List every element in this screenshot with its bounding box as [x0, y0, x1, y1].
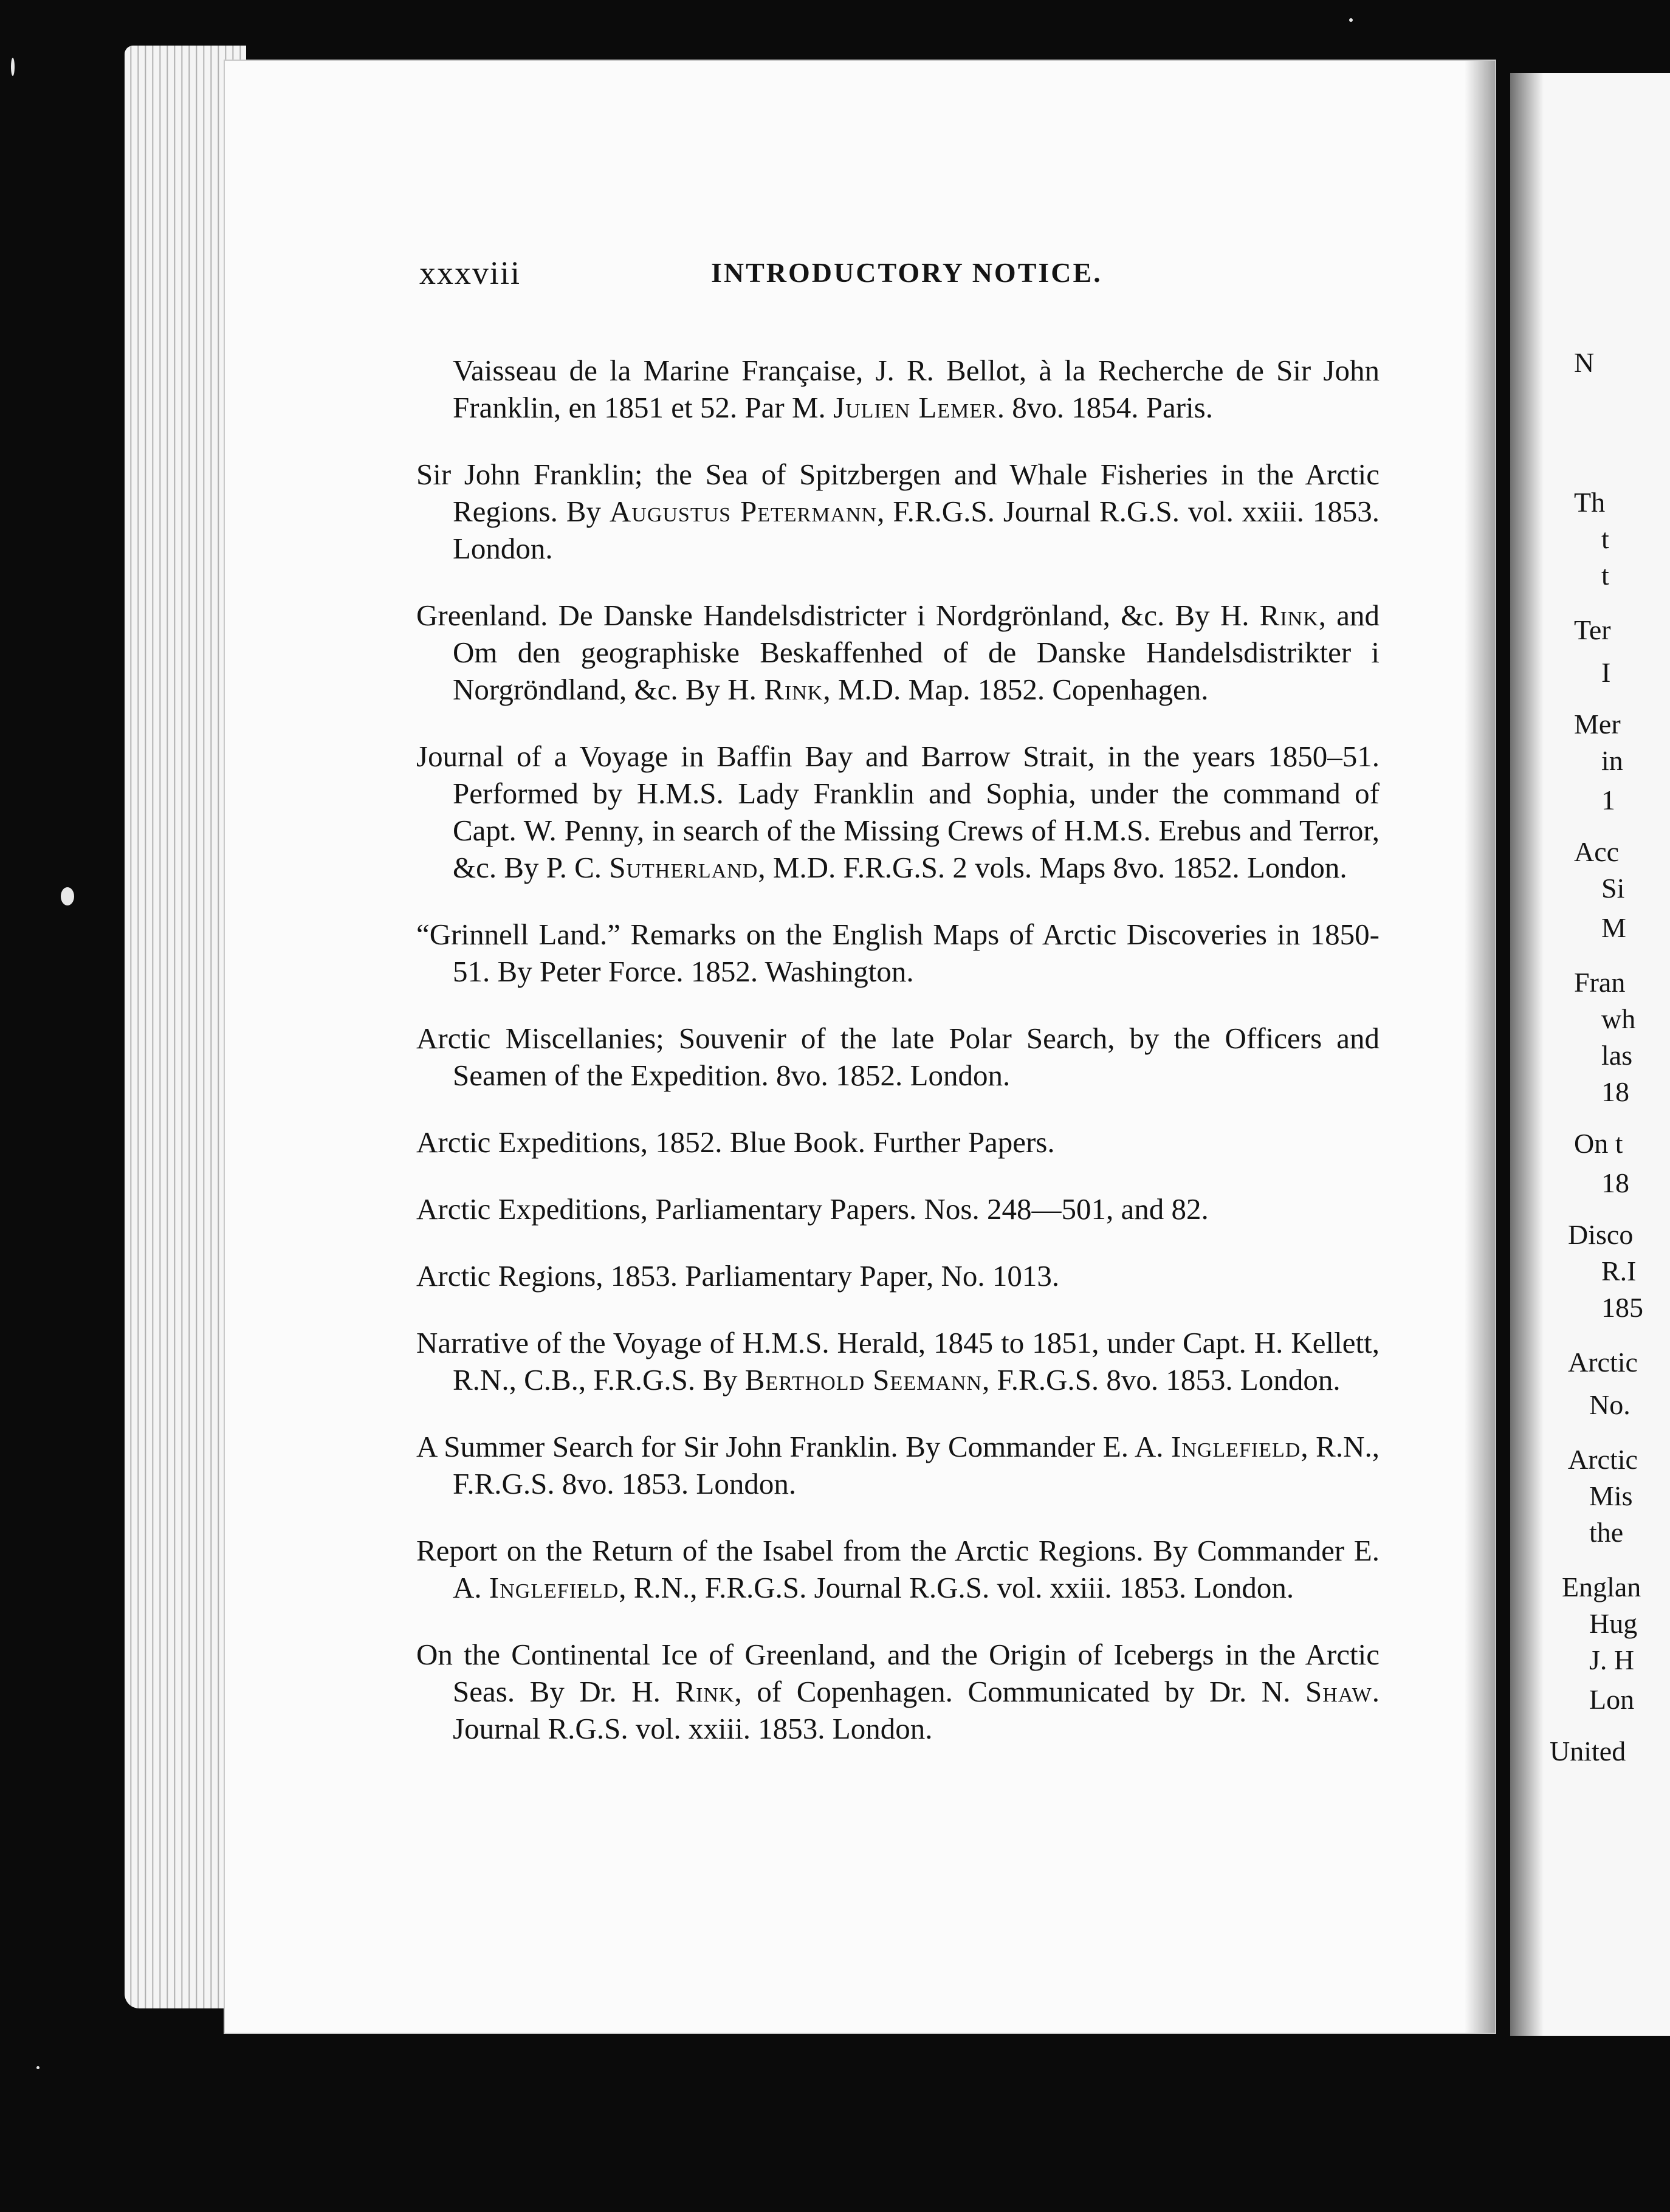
entry-text: Arctic Miscellanies; Souvenir of the late Polar Search, by the Officers and Seamen of the Expedition. 8vo. 1852. London. [416, 1022, 1380, 1092]
facing-page-fragment: wh [1601, 1003, 1636, 1034]
facing-page-fragment: Th [1574, 487, 1606, 518]
facing-page-fragment: Arctic [1568, 1444, 1638, 1475]
facing-page-fragment: No. [1589, 1389, 1630, 1420]
entry-text: , F.R.G.S. 8vo. 1853. London. [981, 1363, 1341, 1396]
entry-text: , R.N., F.R.G.S. 8vo. 1853. London. [453, 1430, 1380, 1500]
facing-page-fragment: t [1601, 560, 1609, 591]
author-name: Rink [764, 673, 823, 706]
facing-page-fragment: 185 [1601, 1292, 1643, 1323]
facing-page-gutter-shadow [1510, 73, 1544, 2036]
facing-page-fragment: Mer [1574, 709, 1621, 740]
bibliography-entry [416, 1324, 1380, 1398]
entry-text: “Grinnell Land.” Remarks on the English Maps of Arctic Discoveries in 1850-51. By Peter Force. 1852. Washington. [416, 918, 1380, 988]
bibliography-entry [416, 1257, 1380, 1294]
facing-page-fragment: R.I [1601, 1255, 1637, 1286]
entry-text: , M.D. F.R.G.S. 2 vols. Maps 8vo. 1852. London. [758, 851, 1347, 884]
facing-page-fragment: 1 [1601, 785, 1615, 816]
facing-page-fragment: las [1601, 1040, 1633, 1071]
entry-text: , R.N., F.R.G.S. Journal R.G.S. vol. xxiii. 1853. London. [619, 1571, 1294, 1604]
page-number: xxxviii [419, 255, 521, 291]
entry-text: , F.R.G.S. Journal R.G.S. vol. xxiii. 1853. London. [453, 495, 1380, 565]
facing-page-fragment: Arctic [1568, 1347, 1638, 1378]
author-name: Rink [675, 1675, 735, 1708]
facing-page-fragment: t [1601, 523, 1609, 554]
running-title: INTRODUCTORY NOTICE. [711, 257, 1102, 288]
page-gutter-shadow [1465, 61, 1495, 2033]
facing-page-fragment: N [1574, 347, 1595, 378]
entry-text: , of Copenhagen. Communicated by Dr. N. [734, 1675, 1306, 1708]
facing-page-fragment: 18 [1601, 1076, 1629, 1107]
facing-page-fragment: 18 [1601, 1167, 1629, 1198]
entry-text: Journal of a Voyage in Baffin Bay and Barrow Strait, in the years 1850–51. Performed by H.M.S. Lady Franklin and Sophia, under the command of Capt. W. Penny, in search of the Missing Crews of H.M.S. Erebus and Terror, &c. By P. C. [416, 740, 1380, 884]
bibliography-entry [416, 1020, 1380, 1094]
bibliography-entry [416, 1428, 1380, 1502]
author-name: Augustus Petermann [609, 495, 878, 528]
facing-page-fragment: Hug [1589, 1608, 1638, 1639]
facing-page-fragment: Si [1601, 873, 1625, 904]
entry-text: Sir John Franklin; the Sea of Spitzbergen and Whale Fisheries in the Arctic Regions. By [416, 458, 1380, 528]
entry-text: Report on the Return of the Isabel from the Arctic Regions. By Commander E. A. [416, 1534, 1380, 1604]
entry-text: Arctic Regions, 1853. Parliamentary Paper, No. 1013. [416, 1259, 1060, 1293]
author-name: Berthold Seemann [744, 1363, 982, 1396]
author-name: Shaw [1305, 1675, 1372, 1708]
author-name: Sutherland [609, 851, 758, 884]
entry-text: Arctic Expeditions, 1852. Blue Book. Further Papers. [416, 1125, 1055, 1159]
facing-page-fragment: the [1589, 1517, 1624, 1548]
entry-text: , M.D. Map. 1852. Copenhagen. [823, 673, 1209, 706]
entry-text: Greenland. De Danske Handelsdistricter i Nordgrönland, &c. By H. [416, 599, 1260, 632]
bibliography-entry [416, 916, 1380, 990]
facing-page-fragment: Ter [1574, 614, 1611, 645]
facing-page-text [1544, 0, 1670, 2212]
bibliography-entry [416, 1124, 1380, 1161]
facing-page-fragment: in [1601, 745, 1623, 776]
bibliography-entry [416, 597, 1380, 708]
running-head [419, 254, 1331, 297]
author-name: Rink [1259, 599, 1319, 632]
author-name: Julien Lemer [833, 391, 997, 424]
author-name: Inglefield [489, 1571, 619, 1604]
bibliography-entry [416, 1532, 1380, 1606]
bibliography-list [416, 322, 1380, 1764]
bibliography-entry [416, 1190, 1380, 1228]
facing-page-fragment: On t [1574, 1128, 1623, 1159]
entry-text: Arctic Expeditions, Parliamentary Papers. Nos. 248—501, and 82. [416, 1192, 1209, 1226]
bibliography-entry [416, 352, 1380, 426]
facing-page-fragment: M [1601, 912, 1626, 943]
entry-text: . 8vo. 1854. Paris. [997, 391, 1213, 424]
facing-page-fragment: Fran [1574, 967, 1626, 998]
entry-text: . Journal R.G.S. vol. xxiii. 1853. London. [453, 1675, 1380, 1745]
facing-page-fragment: Englan [1562, 1571, 1641, 1602]
bibliography-entry [416, 1636, 1380, 1747]
author-name: Inglefield [1171, 1430, 1301, 1463]
entry-text: , and Om den geographiske Beskaffenhed of de Danske Handelsdistrikter i Norgröndland, &c. By H. [453, 599, 1380, 706]
facing-page-fragment: Lon [1589, 1684, 1635, 1715]
facing-page-fragment: Mis [1589, 1480, 1633, 1511]
entry-text: Narrative of the Voyage of H.M.S. Herald, 1845 to 1851, under Capt. H. Kellett, R.N., C.B., F.R.G.S. By [416, 1326, 1380, 1396]
facing-page-fragment: I [1601, 657, 1611, 688]
bibliography-entry [416, 738, 1380, 886]
facing-page-fragment: J. H [1589, 1644, 1635, 1675]
facing-page-fragment: Disco [1568, 1219, 1634, 1250]
facing-page-fragment: United [1550, 1736, 1626, 1767]
bibliography-entry [416, 456, 1380, 567]
entry-text: A Summer Search for Sir John Franklin. By Commander E. A. [416, 1430, 1172, 1463]
facing-page-fragment: Acc [1574, 836, 1620, 867]
entry-text: On the Continental Ice of Greenland, and the Origin of Icebergs in the Arctic Seas. By Dr. H. [416, 1638, 1380, 1708]
entry-text: Vaisseau de la Marine Française, J. R. Bellot, à la Recherche de Sir John Franklin, en 1851 et 52. Par M. [453, 354, 1380, 424]
